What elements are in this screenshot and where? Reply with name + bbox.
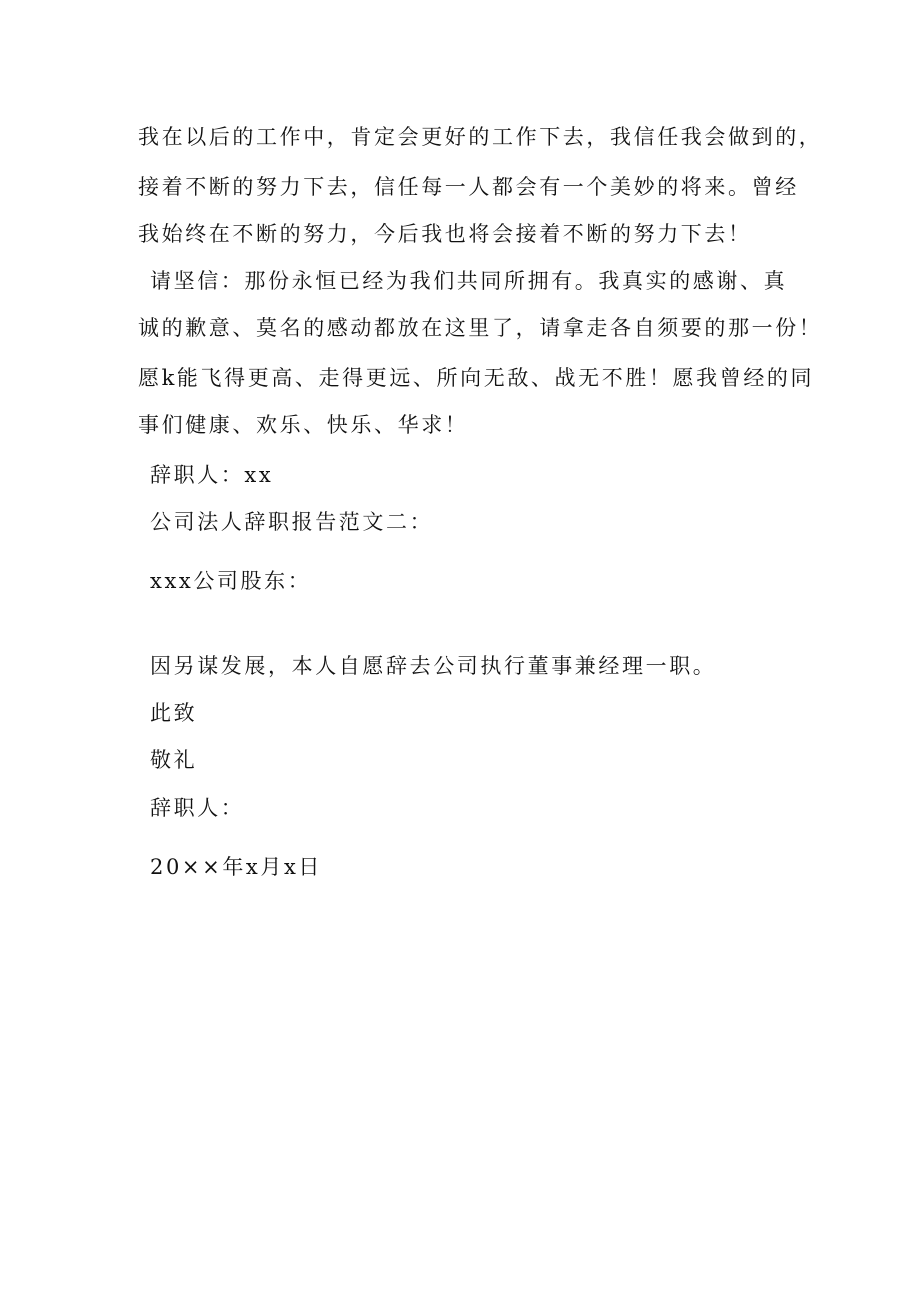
closing-line-2: 敬礼 [150, 748, 198, 772]
signature-line-2: 辞职人： [150, 796, 245, 820]
date-line: 20××年x月x日 [150, 855, 322, 879]
closing-line-1: 此致 [150, 701, 198, 725]
section-title: 公司法人辞职报告范文二： [150, 510, 434, 534]
paragraph-2-line-2: 诚的歉意、莫名的感动都放在这里了，请拿走各自须要的那一份！ [138, 316, 823, 340]
paragraph-1-line-2: 接着不断的努力下去，信任每一人都会有一个美妙的将来。曾经 [138, 175, 799, 199]
paragraph-2-line-1: 请坚信：那份永恒已经为我们共同所拥有。我真实的感谢、真 [150, 269, 788, 293]
paragraph-1-line-3: 我始终在不断的努力，今后我也将会接着不断的努力下去！ [138, 222, 752, 246]
paragraph-2-line-3: 愿k能飞得更高、走得更远、所向无敌、战无不胜！愿我曾经的同 [138, 366, 815, 390]
signature-line-1: 辞职人：xx [150, 463, 274, 487]
paragraph-2-line-4: 事们健康、欢乐、快乐、华求！ [138, 413, 469, 437]
body-text: 因另谋发展，本人自愿辞去公司执行董事兼经理一职。 [150, 654, 717, 678]
paragraph-1-line-1: 我在以后的工作中，肯定会更好的工作下去，我信任我会做到的， [138, 125, 823, 149]
salutation: xxx公司股东： [150, 569, 312, 593]
